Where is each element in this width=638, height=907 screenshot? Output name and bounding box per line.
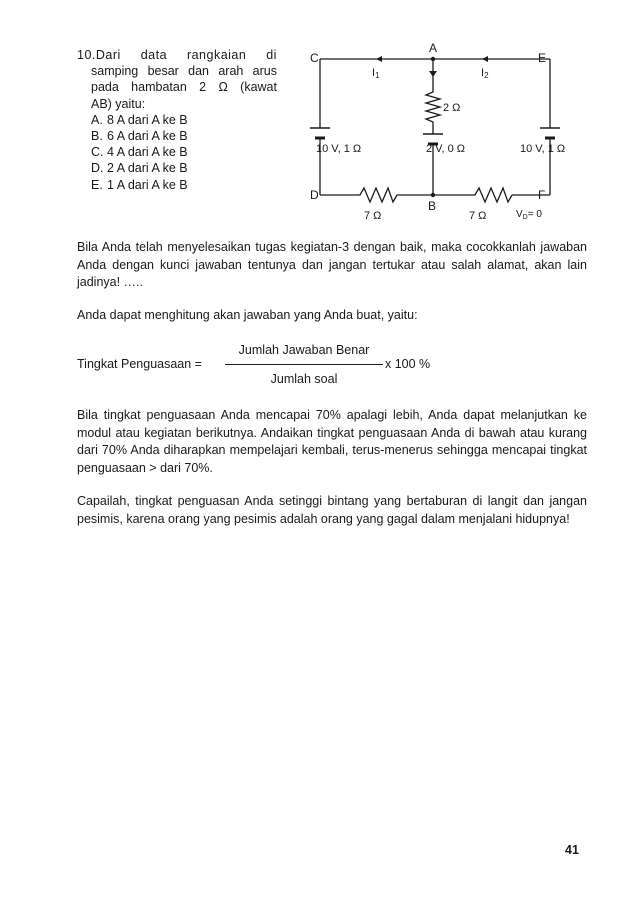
node-f-label: F	[538, 188, 546, 202]
battery-center-label: 2 V, 0 Ω	[426, 143, 466, 155]
arrow-center-current	[429, 71, 437, 77]
ground-potential-value: = 0	[527, 209, 542, 220]
question-word: Dari	[95, 48, 121, 62]
question-word: data	[140, 48, 168, 62]
battery-left-label: 10 V, 1 Ω	[316, 143, 362, 155]
option-text: 8 A dari A ke B	[107, 112, 188, 127]
paragraph-mastery-threshold: Bila tingkat penguasaan Anda mencapai 70% apalagi lebih, Anda dapat melanjutkan ke modul atau kegiatan berikutnya. Andaikan tingkat penguasaan Anda di bawah atau kurang dari 70% Anda diharapkan mempelajari kembali, terus-menerus sehingga mencapai tingkat penguasaan > dari 70%.	[77, 408, 587, 475]
node-d-label: D	[310, 188, 319, 202]
svg-text:I1	[372, 67, 380, 80]
question-line: samping besar dan arah arus	[91, 64, 277, 79]
option-letter: B.	[91, 129, 103, 144]
option-letter: D.	[91, 161, 104, 176]
resistor-7-ohm-left-label: 7 Ω	[364, 210, 382, 222]
node-a-dot	[431, 57, 435, 61]
ground-potential-symbol: V	[516, 209, 523, 220]
mastery-formula	[77, 343, 477, 388]
option-b	[77, 128, 277, 144]
question-word: rangkaian	[186, 48, 247, 62]
option-text: 6 A dari A ke B	[107, 129, 188, 144]
option-d	[77, 160, 277, 176]
battery-right-label: 10 V, 1 Ω	[520, 143, 566, 155]
option-e	[77, 177, 277, 193]
circuit-diagram	[300, 40, 580, 230]
svg-text:VD= 0	[516, 209, 542, 221]
resistor-2-ohm-label: 2 Ω	[443, 102, 461, 114]
question-first-line	[77, 47, 277, 63]
resistor-7-ohm-right	[470, 188, 512, 202]
ground-potential-subscript: D	[522, 214, 528, 221]
question-number: 10.	[77, 48, 96, 62]
question-line: pada hambatan 2 Ω (kawat	[91, 80, 277, 95]
question-line: AB) yaitu:	[91, 96, 146, 111]
paragraph-calculate: Anda dapat menghitung akan jawaban yang Anda buat, yaitu:	[77, 308, 418, 322]
formula-denominator: Jumlah soal	[270, 372, 338, 386]
question-word: di	[266, 48, 277, 62]
page-number: 41	[565, 843, 579, 857]
formula-label: Tingkat Penguasaan =	[77, 357, 202, 371]
resistor-2-ohm	[426, 88, 440, 124]
arrow-right-current	[482, 56, 488, 62]
option-text: 1 A dari A ke B	[107, 177, 188, 192]
node-b-dot	[431, 193, 435, 197]
current-i1-subscript: 1	[375, 71, 380, 80]
arrow-left-current	[376, 56, 382, 62]
node-a-label: A	[429, 41, 438, 55]
formula-multiplier: x 100 %	[385, 357, 431, 371]
paragraph-instructions: Bila Anda telah menyelesaikan tugas kegiatan-3 dengan baik, maka cocokkanlah jawaban Anda dengan kunci jawaban tentunya dan jangan tertukar atau salah alamat, akan lain jadinya! …..	[77, 240, 587, 289]
svg-text:I2	[481, 67, 489, 80]
option-c	[77, 144, 277, 160]
option-a	[77, 112, 277, 128]
resistor-7-ohm-left	[355, 188, 397, 202]
node-c-label: C	[310, 51, 319, 65]
current-i2-symbol: I	[481, 67, 485, 79]
fraction-bar	[225, 364, 383, 365]
formula-numerator: Jumlah Jawaban Benar	[238, 343, 370, 357]
paragraph-motivation: Capailah, tingkat penguasan Anda setinggi bintang yang bertaburan di langit dan jangan pesimis, karena orang yang pesimis adalah orang yang gagal dalam menjalani hidupnya!	[77, 494, 587, 526]
answer-options	[77, 112, 277, 193]
node-b-label: B	[428, 199, 437, 213]
option-letter: A.	[91, 112, 103, 127]
current-i1-symbol: I	[372, 67, 376, 79]
question-10	[77, 47, 277, 193]
option-letter: E.	[91, 177, 103, 192]
node-e-label: E	[538, 51, 547, 65]
question-body	[77, 63, 277, 112]
option-letter: C.	[91, 145, 104, 160]
resistor-7-ohm-right-label: 7 Ω	[469, 210, 487, 222]
option-text: 2 A dari A ke B	[107, 161, 188, 176]
option-text: 4 A dari A ke B	[107, 145, 188, 160]
current-i2-subscript: 2	[484, 71, 489, 80]
